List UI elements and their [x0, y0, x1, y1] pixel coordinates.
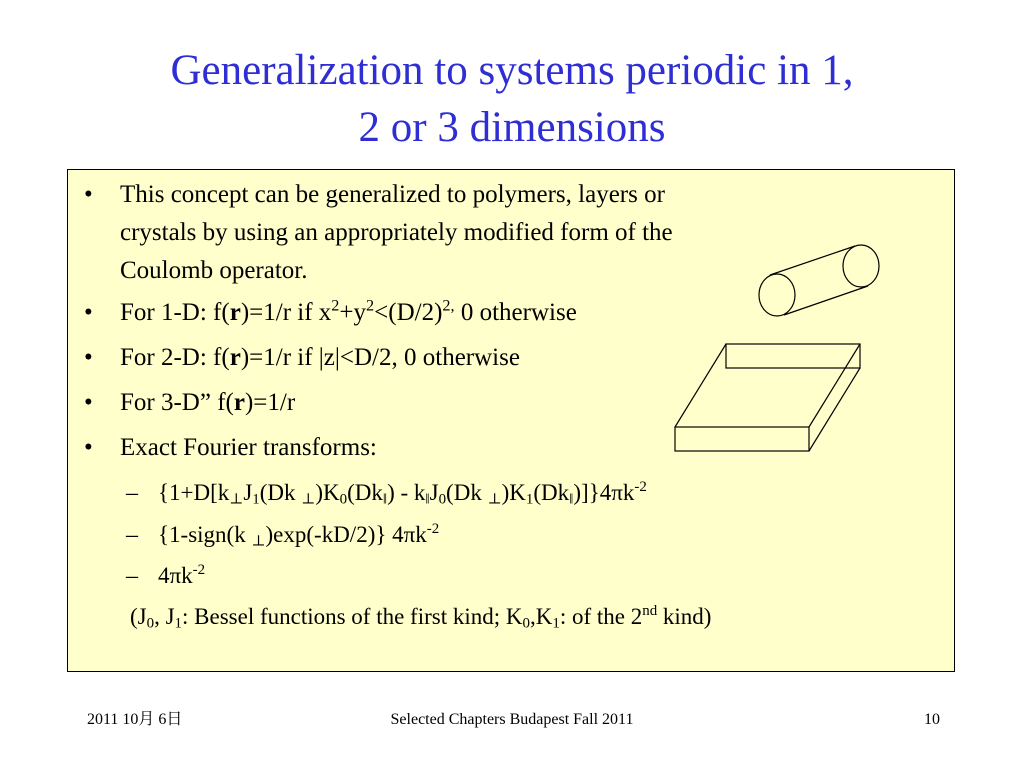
bessel-note: ($J_0$, $J_1$: Bessel functions of the first kind; $K_0,K_1$: of the 2nd kind) — [130, 603, 712, 632]
subbullet-1-formula: {$1+D[k_\perp J_1(Dk$ $_\perp)K_0(Dk_‖) - k_‖J_0(Dk$ $_\perp)K_1(Dk_‖)]\}4\pi k^{-2}$ — [158, 479, 647, 508]
dash-marker: – — [126, 563, 138, 589]
subbullet-3-formula: $4\pi k^{-2}$ — [158, 562, 206, 588]
bullet-1-line-1: This concept can be generalized to polymers, layers or — [120, 181, 665, 208]
bullet-2-1d: For 1-D: f(r)=1/r if $x^2+y^2<(D/2)^{2,}$ 0 otherwise — [120, 296, 577, 326]
slide-title-line-2: 2 or 3 dimensions — [358, 104, 666, 151]
bullet-3-2d: For 2-D: f(r)=1/r if |z|<D/2, 0 otherwise — [120, 344, 520, 371]
slide-title-line-1: Generalization to systems periodic in 1, — [170, 47, 854, 94]
bullet-marker: • — [84, 389, 93, 416]
bullet-marker: • — [84, 434, 93, 461]
footer-date: 2011 10月 6日 — [87, 711, 183, 728]
bullet-1-line-3: Coulomb operator. — [120, 257, 308, 284]
slab-illustration — [675, 344, 860, 451]
cylinder-illustration — [759, 245, 879, 316]
bullet-5-fourier: Exact Fourier transforms: — [120, 434, 377, 461]
bullet-1-line-2: crystals by using an appropriately modified form of the — [120, 219, 673, 246]
dash-marker: – — [126, 522, 138, 548]
bullet-marker: • — [84, 299, 93, 326]
subbullet-2-formula: {1-sign(k $_\perp$)exp(-kD/2)} $4\pi k^{-2}$ — [158, 521, 440, 550]
dash-marker: – — [126, 480, 138, 506]
bullet-4-3d: For 3-D” f(r)=1/r — [120, 389, 296, 416]
footer-title: Selected Chapters Budapest Fall 2011 — [390, 711, 634, 728]
bullet-marker: • — [84, 344, 93, 371]
slide-number: 10 — [924, 711, 940, 728]
bullet-marker: • — [84, 181, 93, 208]
